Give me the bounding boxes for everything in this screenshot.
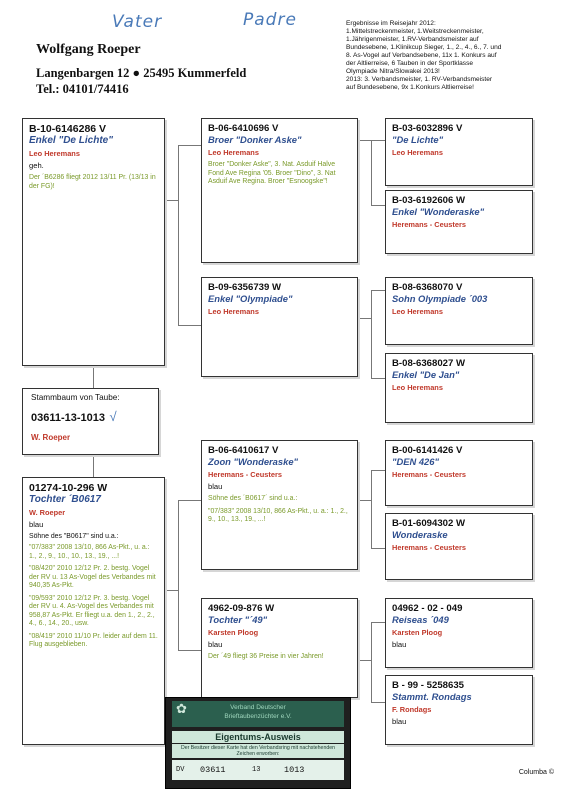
card-title: Eigentums-Ausweis xyxy=(172,731,344,743)
connector xyxy=(178,325,201,326)
pigeon-info: Broer "Donker Aske", 3. Nat. Asduif Halve Fond Ave Regina '05. Broer "Dino", 3. Nat Asduif Ave Regina. Broer "Esnoogske"! xyxy=(208,161,336,185)
owner-address: Langenbargen 12 ● 25495 Kummerfeld xyxy=(36,66,247,80)
pigeon-info: Der ´49 fliegt 36 Preise in vier Jahren! xyxy=(208,653,324,660)
ring-number: B-09-6356739 W xyxy=(208,282,282,293)
pigeon-color: geh. xyxy=(29,161,44,170)
breeder-name: Heremans - Ceusters xyxy=(392,470,466,479)
pedigree-box-mm xyxy=(201,598,358,698)
offspring-entry: "08/420" 2010 12/12 Pr. 2. bestg. Vogel der RV u. 13 As-Vogel des Verbandes mit 940,35 As-Pkt. xyxy=(29,565,156,589)
breeder-name: W. Roeper xyxy=(31,433,71,442)
ring-number: 4962-09-876 W xyxy=(208,603,275,614)
pigeon-color: blau xyxy=(392,717,407,726)
achievement-line: auf Bundesebene, 9x 1.Konkurs Altlierreise! xyxy=(346,84,474,91)
pigeon-name: "DEN 426" xyxy=(392,456,439,467)
subject-ring-number: 03611-13-1013 xyxy=(31,412,106,424)
connector xyxy=(178,500,179,650)
pedigree-box-subject xyxy=(22,388,159,455)
connector xyxy=(371,290,385,291)
connector xyxy=(371,205,385,206)
connector xyxy=(93,366,94,388)
breeder-name: Heremans - Ceusters xyxy=(208,470,282,479)
achievement-line: Ergebnisse im Reisejahr 2012: xyxy=(346,20,436,27)
card-year: 13 xyxy=(252,766,261,774)
dove-icon: ✿ xyxy=(176,701,187,716)
breeder-name: Heremans - Ceusters xyxy=(392,543,466,552)
pedigree-box-ff xyxy=(201,118,358,263)
pigeon-name: Wonderaske xyxy=(392,529,448,540)
card-ring-number xyxy=(172,760,344,780)
connector xyxy=(178,650,201,651)
pedigree-box-fm xyxy=(201,277,358,377)
card-number-end: 1013 xyxy=(284,765,305,775)
connector xyxy=(371,470,385,471)
offspring-heading: Söhne des "B0617" sind u.a.: xyxy=(29,533,119,540)
connector xyxy=(93,455,94,477)
ring-number: B-08-6368070 V xyxy=(392,282,463,293)
achievement-line: 1.Mittelstreckenmeister, 1.Weitstreckenmeister, xyxy=(346,28,484,35)
ring-number: B - 99 - 5258635 xyxy=(392,680,464,691)
owner-phone: Tel.: 04101/74416 xyxy=(36,82,129,96)
connector xyxy=(165,200,178,201)
handwritten-checkmark: √ xyxy=(109,409,117,424)
breeder-name: Leo Heremans xyxy=(29,149,80,158)
achievements-block xyxy=(346,20,556,92)
pedigree-box-mmf xyxy=(385,598,533,668)
handwritten-vater: Vater xyxy=(112,12,163,32)
pedigree-box-fmf xyxy=(385,277,533,345)
pigeon-color: blau xyxy=(29,520,44,529)
breeder-name: W. Roeper xyxy=(29,508,66,517)
pedigree-box-mother xyxy=(22,477,165,745)
pedigree-box-father xyxy=(22,118,165,366)
breeder-name: Karsten Ploog xyxy=(208,628,259,637)
achievement-line: Olympiade Nitra/Slowakei 2013! xyxy=(346,68,440,75)
ring-number: 04962 - 02 - 049 xyxy=(392,603,463,614)
pigeon-name: Tochter "´49" xyxy=(208,614,268,625)
achievement-line: der Altlierreise, 6 Tauben in der Sportklasse xyxy=(346,60,474,67)
pigeon-name: "De Lichte" xyxy=(392,134,444,145)
breeder-name: F. Rondags xyxy=(392,705,432,714)
owner-name: Wolfgang Roeper xyxy=(36,42,141,57)
pigeon-color: blau xyxy=(208,482,223,491)
pedigree-box-mmm xyxy=(385,675,533,745)
pigeon-info: "07/383" 2008 13/10, 866 As-Pkt., u. a.: 1., 2., 9., 10., 13., 19., ...! xyxy=(208,507,348,523)
connector xyxy=(178,500,201,501)
achievement-line: Bundesebene, 1.Klinikcup Sieger, 1., 2., 4., 6., 7. und xyxy=(346,44,502,51)
connector xyxy=(371,140,372,205)
pigeon-name: Enkel "Olympiade" xyxy=(208,293,293,304)
achievement-line: 1.Jährigenmeister, 1.RV-Verbandsmeister auf xyxy=(346,36,479,43)
pigeon-info: Der ´B6286 fliegt 2012 13/11 Pr. (13/13 in der FG)! xyxy=(29,174,156,190)
offspring-entry: "09/593" 2010 12/12 Pr. 3. bestg. Vogel der RV u. 4. As-Vogel des Verbandes mit 958,87 As-Pkt. Er fliegt u.a. den 1., 2., 2., 4., 6., 14., 20., usw. xyxy=(29,594,155,627)
ring-number: B-06-6410617 V xyxy=(208,445,279,456)
pedigree-box-mff xyxy=(385,440,533,506)
ring-number: B-01-6094302 W xyxy=(392,518,466,529)
connector xyxy=(371,290,372,378)
breeder-name: Karsten Ploog xyxy=(392,628,443,637)
breeder-name: Leo Heremans xyxy=(392,383,443,392)
connector xyxy=(371,702,385,703)
pigeon-color: blau xyxy=(392,640,407,649)
connector xyxy=(358,140,371,141)
connector xyxy=(371,470,372,548)
card-number-mid: 03611 xyxy=(200,765,226,775)
card-subtitle: Der Besitzer dieser Karte hat den Verbandsring mit nachstehenden Zeichen erworben: xyxy=(172,744,344,758)
connector xyxy=(371,378,385,379)
connector xyxy=(358,500,371,501)
card-org-line: Verband Deutscher xyxy=(230,704,286,711)
ring-number: B-06-6410696 V xyxy=(208,123,279,134)
connector xyxy=(178,145,179,325)
pigeon-name: Enkel "Wonderaske" xyxy=(392,206,485,217)
ring-number: B-10-6146286 V xyxy=(29,123,107,135)
pedigree-box-mfm xyxy=(385,513,533,580)
offspring-entry: "08/419" 2010 11/10 Pr. leider auf dem 11. Flug ausgeblieben. xyxy=(29,632,158,648)
breeder-name: Leo Heremans xyxy=(208,148,259,157)
handwritten-padre: Padre xyxy=(243,10,297,30)
pigeon-name: Sohn Olympiade ´003 xyxy=(392,293,488,304)
pedigree-box-fmm xyxy=(385,353,533,423)
card-header xyxy=(172,701,344,727)
subject-heading: Stammbaum von Taube: xyxy=(31,393,120,402)
pigeon-name: Reiseas ´049 xyxy=(392,614,449,625)
pedigree-box-mf xyxy=(201,440,358,570)
card-org-line: Brieftaubenzüchter e.V. xyxy=(224,713,292,720)
pedigree-box-fff xyxy=(385,118,533,186)
connector xyxy=(165,590,178,591)
pigeon-color: blau xyxy=(208,640,223,649)
pigeon-name: Zoon "Wonderaske" xyxy=(208,456,298,467)
pedigree-box-ffm xyxy=(385,190,533,254)
achievement-line: 2013: 3. Verbandsmeister, 1. RV-Verbandsmeister xyxy=(346,76,493,83)
connector xyxy=(371,140,385,141)
breeder-name: Leo Heremans xyxy=(392,148,443,157)
connector xyxy=(371,622,385,623)
pigeon-name: Enkel "De Jan" xyxy=(392,369,460,380)
offspring-heading: Söhne des ´B0617´ sind u.a.: xyxy=(208,495,298,502)
achievement-line: 8. As-Vogel auf Verbandsebene, 11x 1. Konkurs auf xyxy=(346,52,497,59)
connector xyxy=(358,318,371,319)
connector xyxy=(371,548,385,549)
ring-number: B-03-6032896 V xyxy=(392,123,463,134)
pigeon-name: Enkel "De Lichte" xyxy=(29,135,113,146)
connector xyxy=(178,145,201,146)
pigeon-name: Tochter ´B0617 xyxy=(29,494,101,505)
card-country: DV xyxy=(176,766,185,774)
ring-number: B-00-6141426 V xyxy=(392,445,463,456)
ownership-card xyxy=(165,697,351,789)
ring-number: B-03-6192606 W xyxy=(392,195,466,206)
connector xyxy=(371,622,372,702)
pigeon-name: Stammt. Rondags xyxy=(392,691,472,702)
pigeon-name: Broer "Donker Aske" xyxy=(208,134,302,145)
breeder-name: Leo Heremans xyxy=(392,307,443,316)
ring-number: 01274-10-296 W xyxy=(29,482,108,494)
breeder-name: Heremans - Ceusters xyxy=(392,220,466,229)
connector xyxy=(358,660,371,661)
breeder-name: Leo Heremans xyxy=(208,307,259,316)
ring-number: B-08-6368027 W xyxy=(392,358,466,369)
footer-credit: Columba © xyxy=(518,769,554,776)
offspring-entry: "07/383" 2008 13/10, 866 As-Pkt., u. a.: 1., 2., 9., 10., 10., 13., 19., ...! xyxy=(29,544,150,560)
